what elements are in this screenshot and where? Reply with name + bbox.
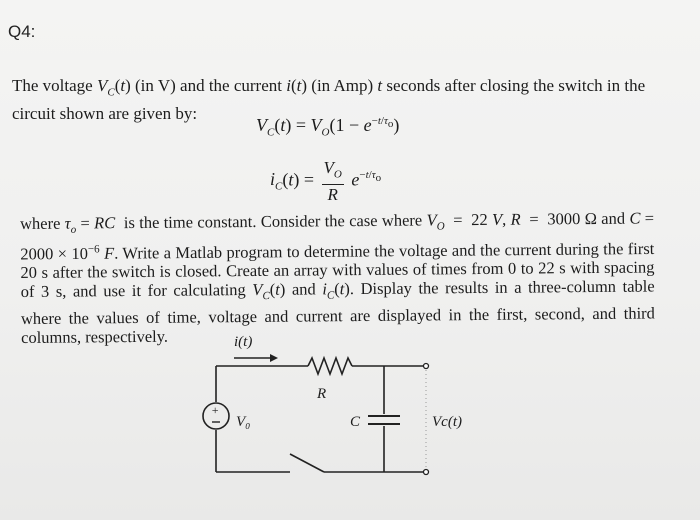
current-equation: $i_C(t)$ = $\frac{V_O}{R}$ $e^{-t/\tau_o}$ — [270, 158, 382, 205]
switch-symbol — [290, 454, 324, 472]
resistor-symbol — [308, 358, 352, 374]
capacitor-label: C — [350, 414, 361, 430]
circuit-diagram — [190, 330, 490, 510]
output-voltage-label: Vc(t) — [432, 414, 462, 430]
current-arrowhead — [270, 354, 278, 362]
question-number: Q4: — [8, 22, 36, 41]
voltage-equation: $V_C(t) = V_O(1 - e^{-t/\tau_o})$ — [256, 115, 400, 139]
source-label: V₀ — [236, 414, 251, 430]
intro-text: The voltage $V_C(t)$ (in V) and the current i(t) (in Amp) t seconds after closing the switch in the circuit shown are given by: — [12, 76, 646, 124]
resistor-label: R — [317, 386, 327, 402]
current-label: i(t) — [234, 334, 253, 350]
problem-statement: where $\tau_o$ = RC is the time constant. Consider the case where $V_O = 22$ V, R = 3000 Ω and $C = 2000 \times 10^{-6}$ F. Write a Matlab program to determine the voltage and the current during the first 20 s after the switch is closed. Create an array with values of times from 0 to 22 s with spacing of 3 s, and use it for calculating $V_C(t)$ and $i_C(t)$. Display the results in a three-column table where the values of time, voltage and current are displayed in the first, second, and third columns, respectively. — [20, 208, 655, 348]
svg-text:+: + — [211, 403, 220, 417]
